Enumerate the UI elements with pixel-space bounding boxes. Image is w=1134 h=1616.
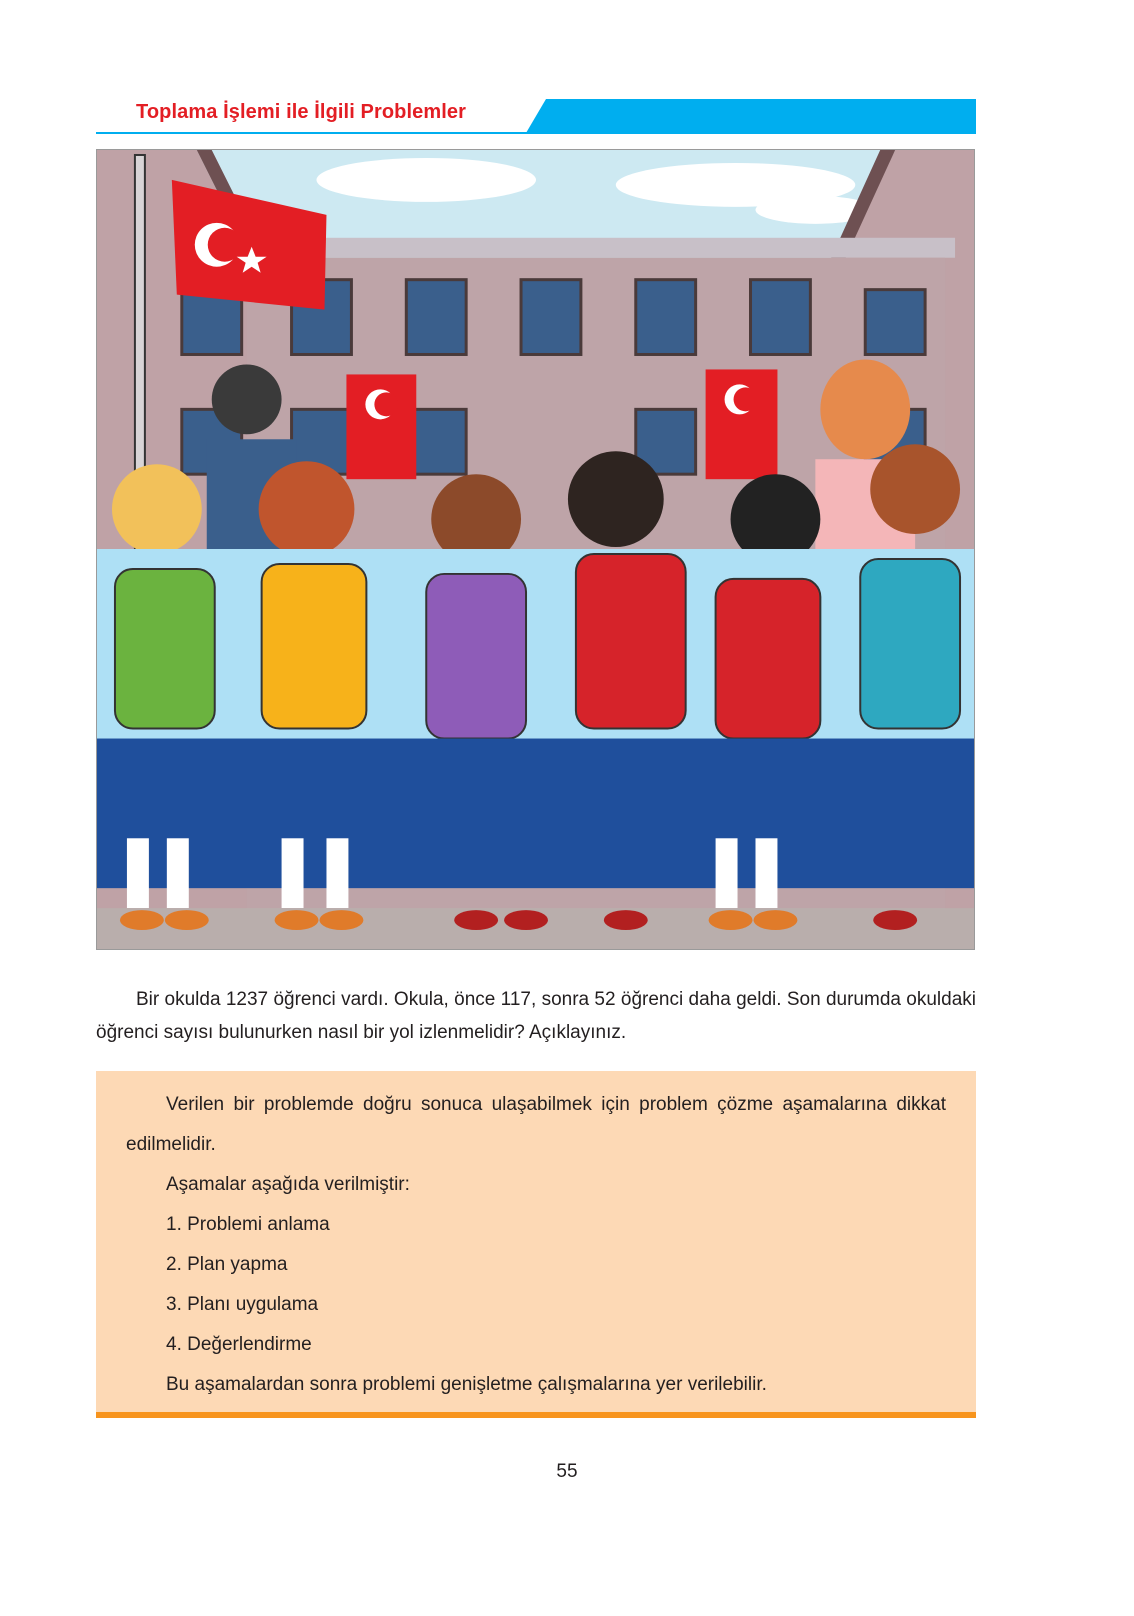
step-item: 3. Planı uygulama bbox=[166, 1294, 319, 1315]
problem-question bbox=[96, 983, 976, 1049]
info-box-bottom-bar bbox=[96, 1412, 976, 1418]
page-number: 55 bbox=[556, 1461, 578, 1482]
info-intro: Verilen bir problemde doğru sonuca ulaşabilmek için problem çözme aşamalarına dikkat edilmelidir. bbox=[126, 1094, 946, 1155]
steps-heading: Aşamalar aşağıda verilmiştir: bbox=[166, 1174, 410, 1195]
info-box bbox=[96, 1071, 976, 1412]
school-illustration bbox=[96, 149, 975, 950]
step-item: 1. Problemi anlama bbox=[166, 1214, 330, 1235]
step-item: 4. Değerlendirme bbox=[166, 1334, 312, 1355]
question-text: Bir okulda 1237 öğrenci vardı. Okula, önce 117, sonra 52 öğrenci daha geldi. Son durumda okuldaki öğrenci sayısı bulunurken nasıl bir yol izlenmelidir? Açıklayınız. bbox=[96, 989, 976, 1043]
section-header bbox=[96, 99, 976, 135]
step-item: 2. Plan yapma bbox=[166, 1254, 288, 1275]
header-banner bbox=[526, 99, 976, 133]
info-closing: Bu aşamalardan sonra problemi genişletme çalışmalarına yer verilebilir. bbox=[166, 1374, 767, 1395]
section-title: Toplama İşlemi ile İlgili Problemler bbox=[136, 101, 466, 123]
school-scene-image bbox=[97, 150, 974, 949]
header-rule bbox=[96, 132, 976, 134]
